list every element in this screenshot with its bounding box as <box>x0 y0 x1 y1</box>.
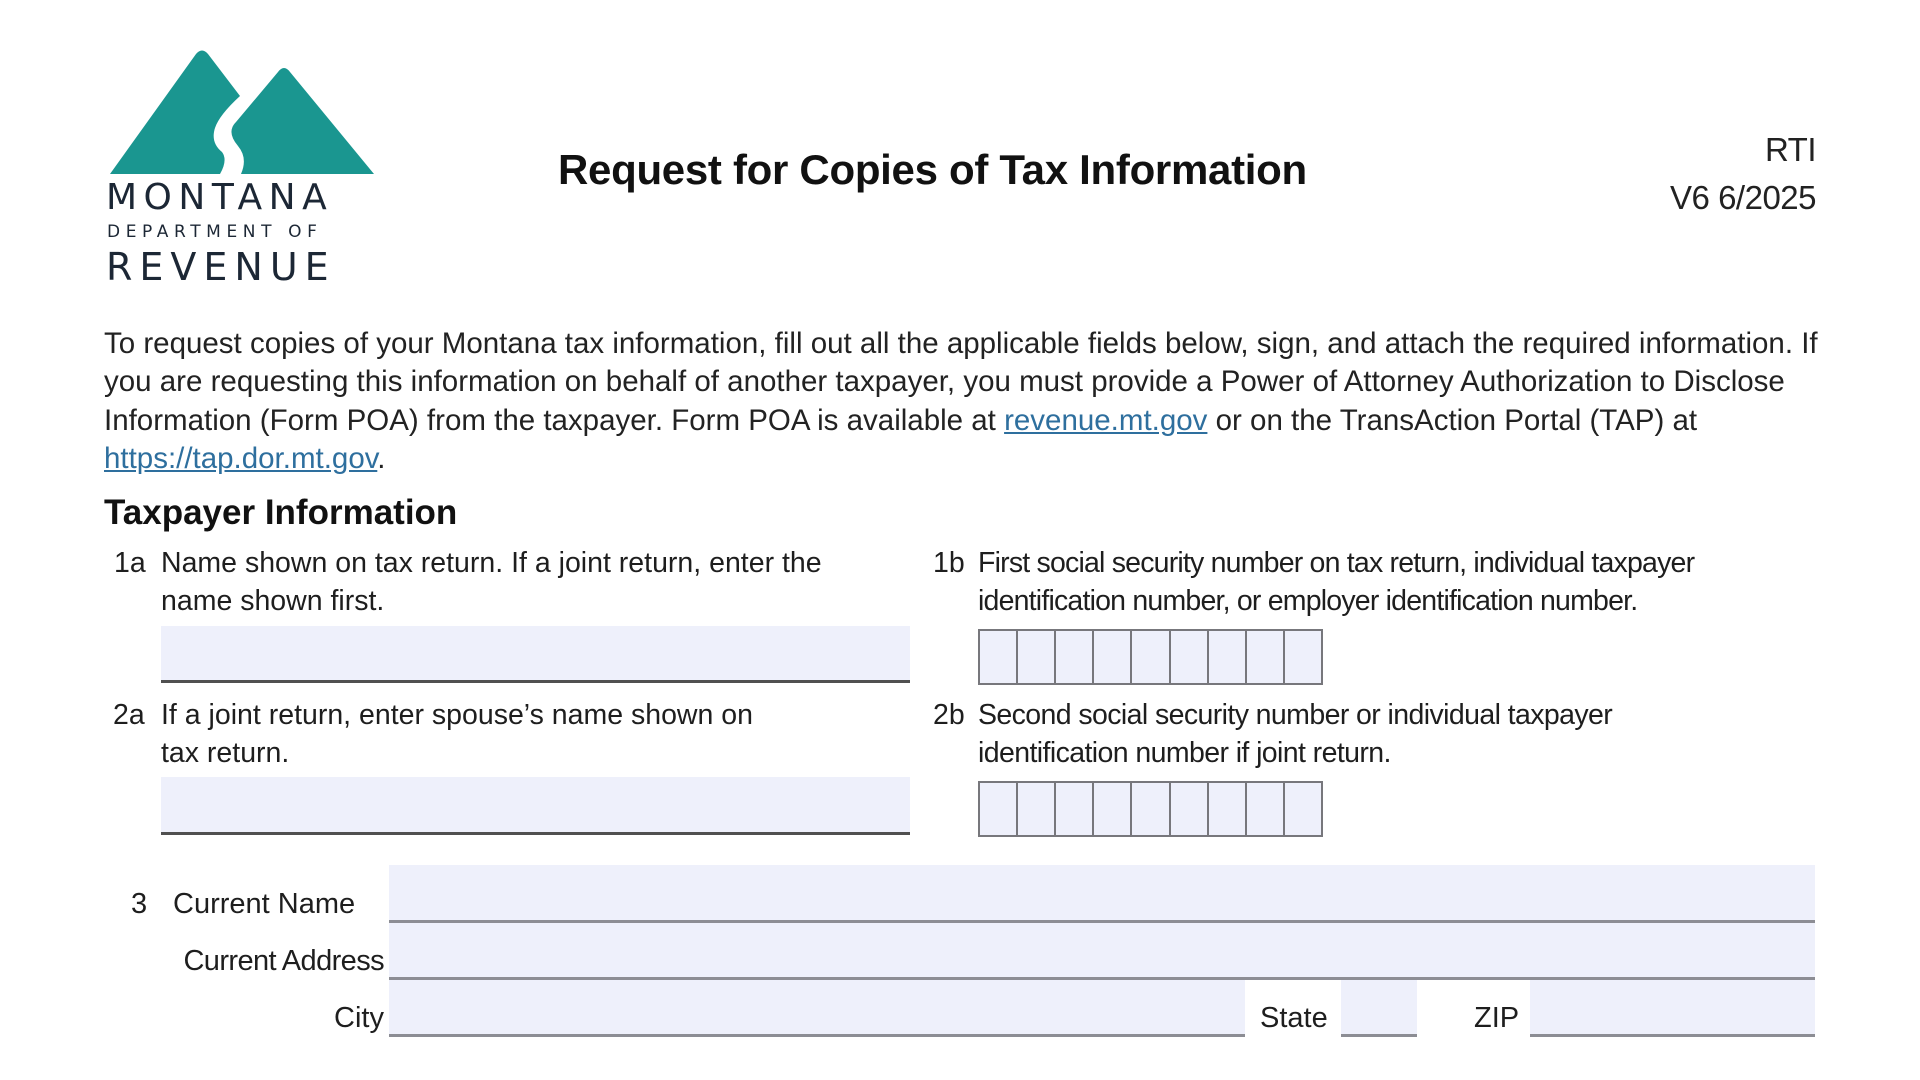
ssn-digit-box[interactable] <box>1094 631 1132 683</box>
ssn-digit-box[interactable] <box>1018 783 1056 835</box>
mountains-logo-icon <box>110 48 374 176</box>
ssn-digit-box[interactable] <box>1171 631 1209 683</box>
ssn-digit-box[interactable] <box>980 783 1018 835</box>
city-label: City <box>334 1002 384 1034</box>
state-input[interactable] <box>1341 980 1417 1037</box>
logo-text-montana: MONTANA <box>106 177 334 218</box>
question-number: 2b <box>933 699 965 731</box>
intro-text: To request copies of your Montana tax information, fill out all the applicable fields below, sign, and attach the required information. If you are requesting this information on behalf of another taxpayer, you must provide a Power of Attorney Authorization to Disclose Information (Form POA) from the taxpayer. Form POA is available at <box>104 327 1818 437</box>
section-title-taxpayer-information: Taxpayer Information <box>104 493 458 532</box>
question-label-line1: First social security number on tax return, individual taxpayer <box>978 547 1695 579</box>
form-identifier <box>1670 126 1816 222</box>
tap-portal-link[interactable]: https://tap.dor.mt.gov <box>104 441 378 475</box>
ssn-digit-box[interactable] <box>980 631 1018 683</box>
ssn-digit-box[interactable] <box>1247 631 1285 683</box>
ssn-digit-box[interactable] <box>1056 631 1094 683</box>
ssn-digit-box[interactable] <box>1285 631 1321 683</box>
ssn-digit-box[interactable] <box>1132 631 1170 683</box>
question-number-3: 3 <box>131 888 148 920</box>
current-address-label: Current Address <box>183 945 384 977</box>
ssn-digit-box[interactable] <box>1171 783 1209 835</box>
intro-paragraph <box>104 325 1824 478</box>
question-label-line1: Name shown on tax return. If a joint return, enter the <box>161 547 822 579</box>
second-ssn-input[interactable] <box>978 781 1323 837</box>
ssn-digit-box[interactable] <box>1056 783 1094 835</box>
question-label-line2: name shown first. <box>161 585 385 617</box>
question-number: 1a <box>114 547 146 579</box>
taxpayer-name-input[interactable] <box>161 626 910 683</box>
question-label-line2: tax return. <box>161 737 290 769</box>
state-label: State <box>1260 1002 1328 1034</box>
current-name-input[interactable] <box>389 865 1815 923</box>
question-label-line2: identification number, or employer identification number. <box>978 585 1638 617</box>
zip-input[interactable] <box>1530 980 1815 1037</box>
montana-dor-logo <box>106 46 376 291</box>
revenue-site-link[interactable]: revenue.mt.gov <box>1004 403 1208 437</box>
city-input[interactable] <box>389 980 1245 1037</box>
ssn-digit-box[interactable] <box>1132 783 1170 835</box>
ssn-digit-box[interactable] <box>1209 631 1247 683</box>
logo-text-department-of: DEPARTMENT OF <box>107 222 323 242</box>
intro-text-middle: or on the TransAction Portal (TAP) at <box>1207 403 1698 437</box>
logo-text-revenue: REVENUE <box>106 245 336 289</box>
current-name-label: Current Name <box>173 888 356 920</box>
form-code: RTI <box>1764 131 1816 168</box>
ssn-digit-box[interactable] <box>1247 783 1285 835</box>
ssn-digit-box[interactable] <box>1018 631 1056 683</box>
question-label-line2: identification number if joint return. <box>978 737 1391 769</box>
first-ssn-input[interactable] <box>978 629 1323 685</box>
question-number: 2a <box>113 699 145 731</box>
intro-text-end: . <box>377 441 386 475</box>
ssn-digit-box[interactable] <box>1209 783 1247 835</box>
ssn-digit-box[interactable] <box>1285 783 1321 835</box>
form-version: V6 6/2025 <box>1670 179 1816 216</box>
question-label-line1: Second social security number or individual taxpayer <box>978 699 1613 731</box>
spouse-name-input[interactable] <box>161 777 910 835</box>
question-number: 1b <box>933 547 965 579</box>
page-title: Request for Copies of Tax Information <box>558 146 1307 193</box>
zip-label: ZIP <box>1474 1002 1520 1034</box>
current-address-input[interactable] <box>389 923 1815 980</box>
question-label-line1: If a joint return, enter spouse’s name shown on <box>161 699 753 731</box>
ssn-digit-box[interactable] <box>1094 783 1132 835</box>
